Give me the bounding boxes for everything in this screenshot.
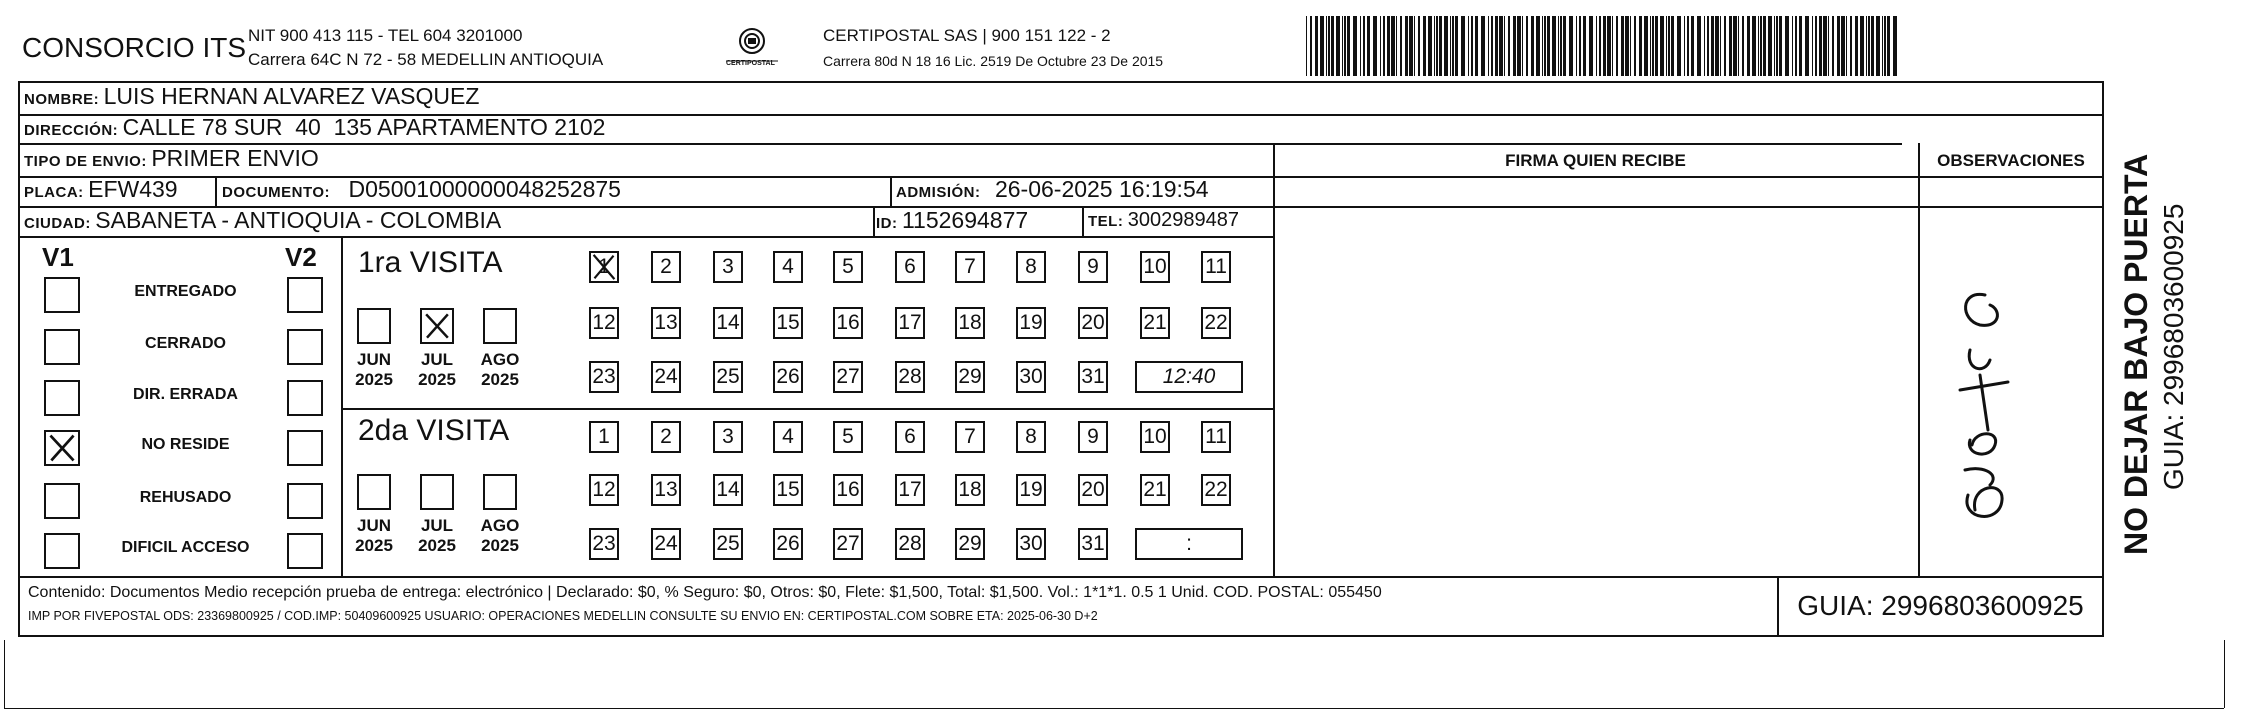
visita1-day-box[interactable]: 4 bbox=[773, 251, 803, 283]
visita2-day-box[interactable]: 30 bbox=[1016, 528, 1046, 560]
visita1-day-box[interactable]: 20 bbox=[1078, 307, 1108, 339]
visita1-title: 1ra VISITA bbox=[358, 246, 503, 279]
visita1-time-box[interactable]: 12:40 bbox=[1135, 361, 1243, 393]
visita1-year-label: 2025 bbox=[481, 370, 519, 389]
visita1-day-box[interactable]: 22 bbox=[1201, 307, 1231, 339]
visita1-day-box[interactable]: 29 bbox=[955, 361, 985, 393]
visita2-day-box[interactable]: 4 bbox=[773, 421, 803, 453]
visita2-day-box[interactable]: 29 bbox=[955, 528, 985, 560]
certipostal-logo bbox=[722, 24, 782, 70]
v2-checkbox[interactable] bbox=[287, 430, 323, 466]
visita2-day-box[interactable]: 7 bbox=[955, 421, 985, 453]
visita1-day-box[interactable]: 24 bbox=[651, 361, 681, 393]
status-label: DIR. ERRADA bbox=[133, 386, 238, 403]
direccion-label: DIRECCIÓN: bbox=[24, 122, 119, 139]
visita2-day-box[interactable]: 31 bbox=[1078, 528, 1108, 560]
v2-checkbox[interactable] bbox=[287, 277, 323, 313]
visita2-day-box[interactable]: 25 bbox=[713, 528, 743, 560]
logo-text: CERTIPOSTAL bbox=[726, 60, 775, 67]
v1-checkbox[interactable] bbox=[44, 277, 80, 313]
v2-checkbox[interactable] bbox=[287, 329, 323, 365]
ciudad-label: CIUDAD: bbox=[24, 215, 91, 232]
visita1-day-box[interactable]: 12 bbox=[589, 307, 619, 339]
visita1-day-box[interactable]: 14 bbox=[713, 307, 743, 339]
visita2-day-box[interactable]: 1 bbox=[589, 421, 619, 453]
visita2-day-box[interactable]: 8 bbox=[1016, 421, 1046, 453]
visita2-day-box[interactable]: 5 bbox=[833, 421, 863, 453]
v2-checkbox[interactable] bbox=[287, 483, 323, 519]
visita2-day-box[interactable]: 2 bbox=[651, 421, 681, 453]
barcode bbox=[1306, 16, 1899, 76]
admision-label: ADMISIÓN: bbox=[896, 184, 981, 201]
visita2-day-box[interactable]: 23 bbox=[589, 528, 619, 560]
visita1-day-box[interactable]: 6 bbox=[895, 251, 925, 283]
x-mark-icon bbox=[422, 310, 452, 342]
visita1-month-label: JUL bbox=[420, 350, 454, 369]
visita2-day-box[interactable]: 19 bbox=[1016, 474, 1046, 506]
visita1-day-box[interactable]: 15 bbox=[773, 307, 803, 339]
visita1-day-box[interactable]: 27 bbox=[833, 361, 863, 393]
visita1-year-label: 2025 bbox=[355, 370, 393, 389]
visita1-day-box[interactable]: 16 bbox=[833, 307, 863, 339]
visita1-day-box[interactable]: 13 bbox=[651, 307, 681, 339]
visita2-day-box[interactable]: 12 bbox=[589, 474, 619, 506]
footer-line1: Contenido: Documentos Medio recepción prueba de entrega: electrónico | Declarado: $0, % Seguro: $0, Otros: $0, Flete: $1,500, Total: $1,500. Vol.: 1*1*1. 0.5 1 Unid. COD. POSTAL: 055450 bbox=[28, 584, 1382, 601]
v1-label: V1 bbox=[42, 242, 74, 272]
visita2-day-box[interactable]: 27 bbox=[833, 528, 863, 560]
certi-name: CERTIPOSTAL SAS | 900 151 122 - 2 bbox=[823, 26, 1111, 45]
visita1-day-box[interactable]: 30 bbox=[1016, 361, 1046, 393]
company-nit: NIT 900 413 115 - TEL 604 3201000 bbox=[248, 26, 523, 45]
visita1-day-box[interactable]: 17 bbox=[895, 307, 925, 339]
visita1-day-box[interactable]: 10 bbox=[1140, 251, 1170, 283]
visita2-title: 2da VISITA bbox=[358, 414, 510, 447]
footer-line2: IMP POR FIVEPOSTAL ODS: 23369800925 / COD.IMP: 50409600925 USUARIO: OPERACIONES MEDELLIN CONSULTE SU ENVIO EN: CERTIPOSTAL.COM SOBRE ETA: 2025-06-30 D+2 bbox=[28, 609, 1098, 623]
v1-checkbox[interactable] bbox=[44, 329, 80, 365]
visita1-month-label: AGO bbox=[480, 350, 520, 369]
visita1-day-box[interactable]: 26 bbox=[773, 361, 803, 393]
visita2-day-box[interactable]: 20 bbox=[1078, 474, 1108, 506]
visita1-year-label: 2025 bbox=[418, 370, 456, 389]
visita2-day-box[interactable]: 9 bbox=[1078, 421, 1108, 453]
company-address: Carrera 64C N 72 - 58 MEDELLIN ANTIOQUIA bbox=[248, 50, 604, 69]
visita1-day-box[interactable]: 2 bbox=[651, 251, 681, 283]
visita1-day-box[interactable]: 19 bbox=[1016, 307, 1046, 339]
placa-label: PLACA: bbox=[24, 184, 84, 201]
visita2-month-label: AGO bbox=[480, 516, 520, 535]
visita1-month-label: JUN bbox=[356, 350, 391, 369]
x-mark-icon bbox=[46, 432, 78, 464]
visita2-day-box[interactable]: 10 bbox=[1140, 421, 1170, 453]
status-label: DIFICIL ACCESO bbox=[121, 539, 250, 556]
visita2-day-box[interactable]: 21 bbox=[1140, 474, 1170, 506]
v2-label: V2 bbox=[285, 242, 317, 272]
v1-checkbox[interactable] bbox=[44, 483, 80, 519]
id-label: ID: bbox=[876, 215, 898, 232]
visita2-day-box[interactable]: 24 bbox=[651, 528, 681, 560]
ciudad-value: SABANETA - ANTIOQUIA - COLOMBIA bbox=[95, 207, 502, 233]
observacion-handwritten bbox=[1930, 280, 2030, 530]
no-dejar-bajo-puerta: NO DEJAR BAJO PUERTA bbox=[2118, 153, 2154, 555]
visita2-day-box[interactable]: 15 bbox=[773, 474, 803, 506]
certi-address: Carrera 80d N 18 16 Lic. 2519 De Octubre 23 De 2015 bbox=[823, 53, 1164, 69]
status-label: REHUSADO bbox=[139, 489, 232, 506]
visita1-month-checkbox[interactable] bbox=[357, 308, 391, 344]
visita2-day-box[interactable]: 22 bbox=[1201, 474, 1231, 506]
visita2-day-box[interactable]: 13 bbox=[651, 474, 681, 506]
visita2-month-label: JUL bbox=[420, 516, 454, 535]
nombre-value: LUIS HERNAN ALVAREZ VASQUEZ bbox=[103, 83, 480, 109]
visita2-year-label: 2025 bbox=[481, 536, 519, 555]
status-label: CERRADO bbox=[145, 335, 226, 352]
tel-label: TEL: bbox=[1088, 213, 1124, 230]
v1-checkbox[interactable] bbox=[44, 430, 80, 466]
visita1-day-box[interactable]: 8 bbox=[1016, 251, 1046, 283]
visita1-day-box[interactable]: 23 bbox=[589, 361, 619, 393]
visita2-day-box[interactable]: 3 bbox=[713, 421, 743, 453]
nombre-label: NOMBRE: bbox=[24, 91, 100, 108]
visita2-day-box[interactable]: 26 bbox=[773, 528, 803, 560]
v1-checkbox[interactable] bbox=[44, 533, 80, 569]
visita1-day-box[interactable]: 3 bbox=[713, 251, 743, 283]
direccion-value: CALLE 78 SUR 40 135 APARTAMENTO 2102 bbox=[122, 114, 606, 140]
firma-label: FIRMA QUIEN RECIBE bbox=[1505, 151, 1686, 170]
side-guia: GUIA: 2996803600925 bbox=[2158, 203, 2189, 490]
visita2-day-box[interactable]: 18 bbox=[955, 474, 985, 506]
footer-guia: GUIA: 2996803600925 bbox=[1797, 590, 2084, 621]
visita2-day-box[interactable]: 17 bbox=[895, 474, 925, 506]
visita1-day-box[interactable]: 31 bbox=[1078, 361, 1108, 393]
visita1-day-box[interactable]: 1 bbox=[589, 251, 619, 283]
visita2-month-checkbox[interactable] bbox=[483, 474, 517, 510]
admision-value: 26-06-2025 16:19:54 bbox=[994, 176, 1209, 202]
documento-value: D05001000000048252875 bbox=[348, 176, 621, 202]
v1-checkbox[interactable] bbox=[44, 380, 80, 416]
documento-label: DOCUMENTO: bbox=[222, 184, 331, 201]
visita2-month-checkbox[interactable] bbox=[420, 474, 454, 510]
v2-checkbox[interactable] bbox=[287, 380, 323, 416]
visita1-day-box[interactable]: 11 bbox=[1201, 251, 1231, 283]
id-value: 1152694877 bbox=[901, 207, 1029, 233]
placa-value: EFW439 bbox=[88, 176, 178, 202]
visita1-month-checkbox[interactable] bbox=[483, 308, 517, 344]
observaciones-label: OBSERVACIONES bbox=[1937, 151, 2085, 170]
v2-checkbox[interactable] bbox=[287, 533, 323, 569]
status-label: ENTREGADO bbox=[134, 283, 237, 300]
visita2-month-label: JUN bbox=[356, 516, 391, 535]
visita1-day-box[interactable]: 21 bbox=[1140, 307, 1170, 339]
visita1-day-box[interactable]: 5 bbox=[833, 251, 863, 283]
visita2-day-box[interactable]: 16 bbox=[833, 474, 863, 506]
visita2-day-box[interactable]: 11 bbox=[1201, 421, 1231, 453]
company-name: CONSORCIO ITS bbox=[22, 32, 247, 63]
tipo-envio-value: PRIMER ENVIO bbox=[151, 145, 319, 171]
visita2-day-box[interactable]: 6 bbox=[895, 421, 925, 453]
status-label: NO RESIDE bbox=[141, 436, 230, 453]
visita2-day-box[interactable]: 28 bbox=[895, 528, 925, 560]
visita1-day-box[interactable]: 7 bbox=[955, 251, 985, 283]
visita2-year-label: 2025 bbox=[355, 536, 393, 555]
tel-value: 3002989487 bbox=[1127, 209, 1240, 231]
visita2-day-box[interactable]: 14 bbox=[713, 474, 743, 506]
visita1-day-box[interactable]: 28 bbox=[895, 361, 925, 393]
tipo-envio-label: TIPO DE ENVIO: bbox=[24, 153, 147, 170]
visita1-day-box[interactable]: 25 bbox=[713, 361, 743, 393]
visita2-year-label: 2025 bbox=[418, 536, 456, 555]
x-mark-icon bbox=[591, 253, 617, 281]
visita1-day-box[interactable]: 18 bbox=[955, 307, 985, 339]
visita2-month-checkbox[interactable] bbox=[357, 474, 391, 510]
visita1-day-box[interactable]: 9 bbox=[1078, 251, 1108, 283]
visita1-month-checkbox[interactable] bbox=[420, 308, 454, 344]
visita2-time-box[interactable]: : bbox=[1135, 528, 1243, 560]
